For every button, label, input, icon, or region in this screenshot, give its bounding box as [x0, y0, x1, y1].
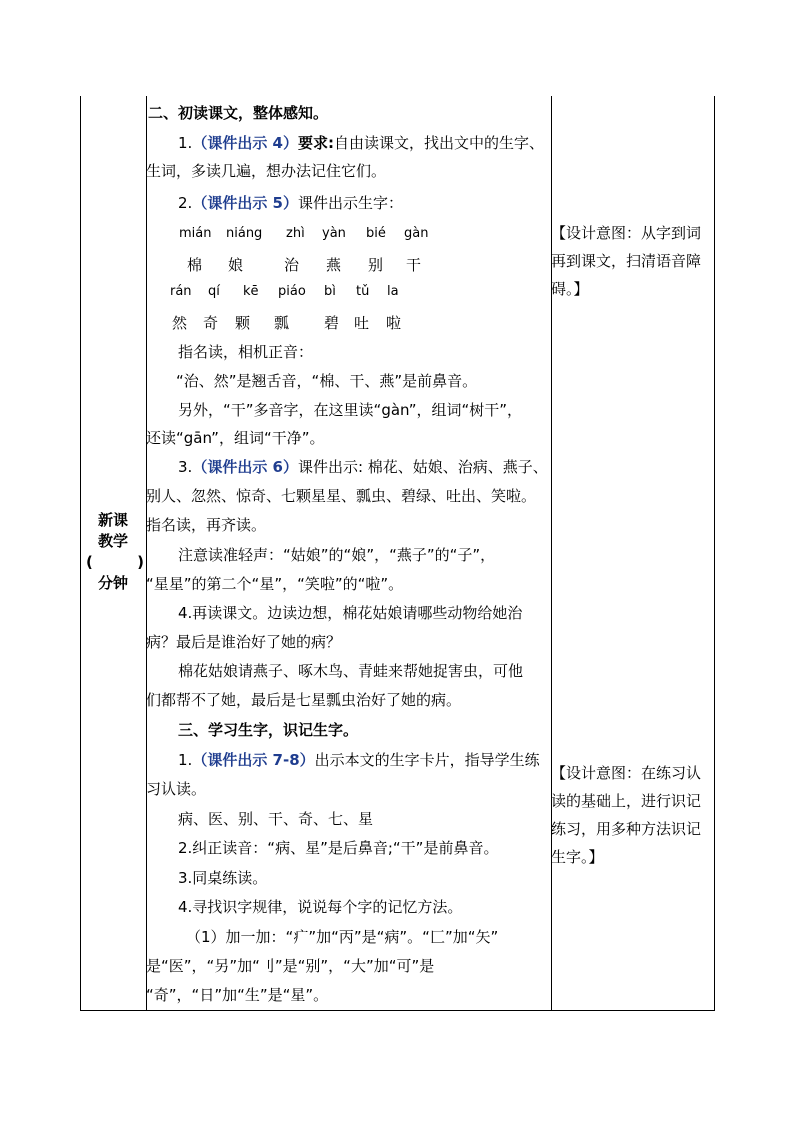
design-intent-note [551, 759, 715, 871]
paragraph-cont: 病？最后是谁治好了她的病？ [146, 633, 342, 651]
paragraph-cont: 生词，多读几遍，想办法记住它们。 [146, 162, 387, 180]
paragraph: 另外，“干”多音字，在这里读“gàn”，组词“树干”， [178, 401, 523, 419]
character: 然 [172, 314, 188, 332]
note-line: 【设计意图：在练习认 [551, 764, 702, 782]
paragraph: 4.再读课文。边读边想，棉花姑娘请哪些动物给她治 [178, 604, 523, 622]
paragraph: 棉花姑娘请燕子、啄木鸟、青蛙来帮她捉害虫，可他 [178, 662, 524, 680]
duration-paren [80, 552, 146, 573]
character: 娘 [228, 256, 244, 274]
paragraph-cont: 是“医”，“另”加“刂”是“别”，“大”加“可”是 [146, 957, 435, 975]
section-label-cell [80, 510, 146, 594]
paragraph: 病、医、别、干、奇、七、星 [178, 810, 374, 828]
item-number: 3. [178, 458, 193, 476]
paragraph-text: 课件出示生字： [297, 194, 403, 212]
paragraph-cont: “星星”的第二个“星”，“笑啦”的“啦”。 [146, 575, 404, 593]
pinyin: tǔ [356, 284, 370, 299]
character: 棉 [187, 256, 203, 274]
paragraph [178, 192, 403, 213]
pinyin: qí [208, 284, 220, 299]
table-border-bottom [80, 1010, 715, 1011]
character: 碧 [324, 314, 340, 332]
pinyin: kē [243, 284, 259, 299]
note-line: 碍。】 [551, 280, 589, 298]
section-label: 教学 [97, 532, 128, 550]
note-line: 【设计意图：从字到词 [551, 224, 702, 242]
character: 啦 [386, 314, 402, 332]
character: 瓢 [274, 314, 290, 332]
paragraph: 4.寻找识字规律，说说每个字的记忆方法。 [178, 898, 463, 916]
pinyin: bì [324, 284, 336, 299]
item-number: 2. [178, 194, 193, 212]
pinyin: bié [366, 226, 386, 241]
courseware-tag: （课件出示 7-8） [192, 751, 315, 769]
duration-unit: 分钟 [97, 574, 128, 592]
pinyin: niáng [226, 226, 263, 241]
paragraph: 3.同桌练读。 [178, 869, 268, 887]
item-number: 1. [178, 134, 193, 152]
character: 燕 [326, 256, 342, 274]
pinyin: gàn [404, 226, 429, 241]
character: 颗 [235, 314, 251, 332]
paragraph-text: 自由读课文，找出文中的生字、 [333, 134, 544, 152]
design-intent-note [551, 219, 715, 303]
note-line: 读的基础上，进行识记 [551, 792, 702, 810]
paragraph [178, 749, 540, 770]
table-border-col1 [146, 96, 147, 1011]
requirement-label: 要求: [297, 134, 334, 152]
note-line: 生字。】 [551, 848, 604, 866]
character: 治 [284, 256, 300, 274]
paragraph: （1）加一加：“疒”加“丙”是“病”。“匚”加“矢” [186, 928, 499, 946]
note-line: 再到课文，扫清语音障 [551, 252, 702, 270]
courseware-tag: （课件出示 5） [192, 194, 298, 212]
pinyin: zhì [286, 226, 305, 241]
courseware-tag: （课件出示 4） [192, 134, 298, 152]
paragraph-cont: 别人、忽然、惊奇、七颗星星、瓢虫、碧绿、吐出、笑啦。 [146, 487, 537, 505]
pinyin: yàn [322, 226, 346, 241]
paragraph [178, 132, 544, 153]
character: 奇 [203, 314, 219, 332]
paragraph: 指名读，相机正音： [178, 343, 314, 361]
paragraph [178, 456, 548, 477]
paragraph-cont: 指名读，再齐读。 [146, 516, 267, 534]
paragraph: 注意读准轻声：“姑娘”的“娘”，“燕子”的“子”， [178, 546, 496, 564]
paren-open: ( [86, 553, 93, 571]
pinyin: la [387, 284, 399, 299]
paragraph-text: 出示本文的生字卡片，指导学生练 [314, 751, 540, 769]
character: 吐 [354, 314, 370, 332]
paren-close: ) [137, 553, 144, 571]
paragraph-cont: “奇”，“日”加“生”是“星”。 [146, 986, 329, 1004]
item-number: 1. [178, 751, 193, 769]
pinyin: piáo [278, 284, 306, 299]
note-line: 练习，用多种方法识记 [551, 820, 702, 838]
section-label: 新课 [97, 511, 128, 529]
character: 干 [406, 256, 422, 274]
section-heading: 三、学习生字，识记生字。 [178, 721, 359, 739]
pinyin: rán [170, 284, 192, 299]
courseware-tag: （课件出示 6） [192, 458, 298, 476]
paragraph-cont: 还读“gān”，组词“干净”。 [146, 429, 325, 447]
paragraph-cont: 习认读。 [146, 780, 207, 798]
paragraph: “治、然”是翘舌音，“棉、干、燕”是前鼻音。 [176, 372, 478, 390]
pinyin: mián [179, 226, 212, 241]
character: 别 [368, 256, 384, 274]
paragraph-cont: 们都帮不了她，最后是七星瓢虫治好了她的病。 [146, 691, 462, 709]
section-heading: 二、初读课文，整体感知。 [148, 104, 329, 122]
paragraph-text: 课件出示: 棉花、姑娘、治病、燕子、 [297, 458, 548, 476]
paragraph: 2.纠正读音：“病、星”是后鼻音;“干”是前鼻音。 [178, 839, 499, 857]
